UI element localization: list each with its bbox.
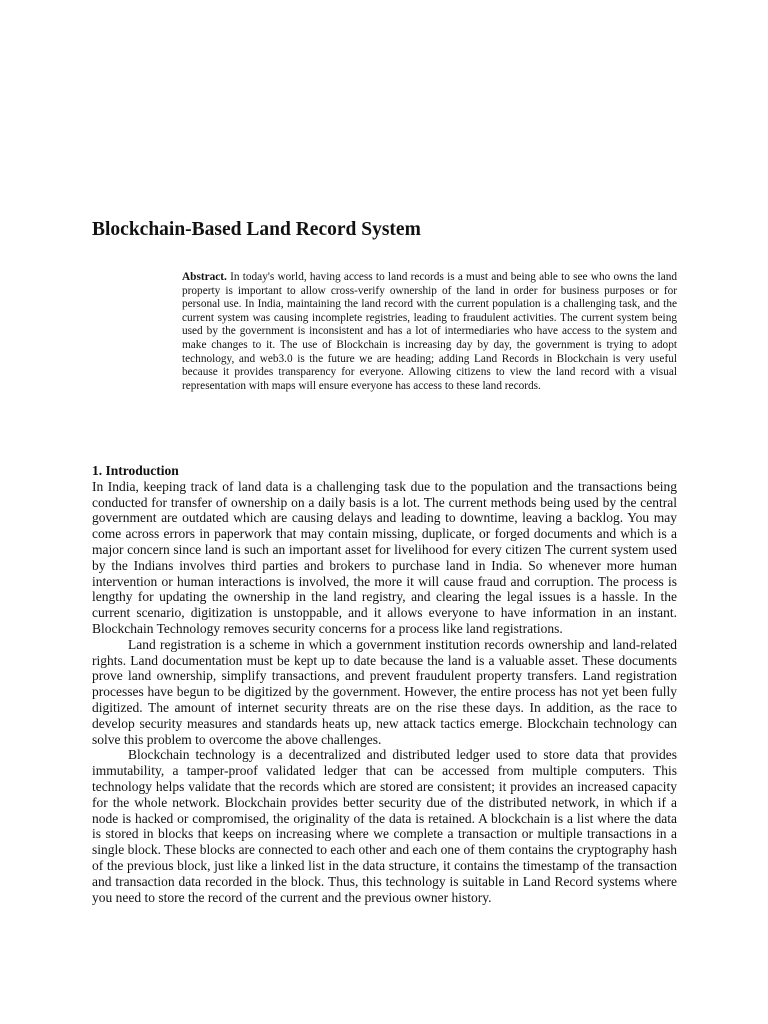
- paper-title: Blockchain-Based Land Record System: [92, 219, 421, 240]
- paragraph: Blockchain technology is a decentralized and distributed ledger used to store data that provides immutability, a tamper-proof validated ledger that can be accessed from multiple computers. This technology helps validate that the records which are stored are consistent; it provides an increased capacity for the whole network. Blockchain provides better security due of the distributed network, in which if a node is hacked or compromised, the originality of the data is retained. A blockchain is a list where the data is stored in blocks that keeps on increasing where we complete a transaction or multiple transactions in a single block. These blocks are connected to each other and each one of them contains the cryptography hash of the previous block, just like a linked list in the data structure, it contains the timestamp of the transaction and transaction data recorded in the block. Thus, this technology is suitable in Land Record systems where you need to store the record of the current and the previous owner history.: [92, 747, 677, 905]
- abstract-label: Abstract.: [182, 271, 227, 283]
- paragraph: In India, keeping track of land data is a challenging task due to the population and the transactions being conducted for transfer of ownership on a daily basis is a lot. The current methods being used by the central government are outdated which are causing delays and leading to downtime, leaving a backlog. You may come across errors in paperwork that may contain missing, duplicate, or forged documents and which is a major concern since land is such an important asset for livelihood for every citizen The current system used by the Indians involves third parties and brokers to purchase land in India. So whenever more human intervention or human interactions is involved, the more it will cause fraud and corruption. The process is lengthy for updating the ownership in the land registry, and clearing the legal issues is a hassle. In the current scenario, digitization is unstoppable, and it allows everyone to have information in an instant. Blockchain Technology removes security concerns for a process like land registrations.: [92, 478, 677, 636]
- paragraph: Land registration is a scheme in which a government institution records ownership and land-related rights. Land documentation must be kept up to date because the land is a valuable asset. These documents prove land ownership, simplify transactions, and prevent fraudulent property transfers. Land registration processes have begun to be digitized by the government. However, the entire process has not yet been fully digitized. The amount of internet security threats are on the rise these days. In addition, as the race to develop security measures and standards heats up, new attack tactics emerge. Blockchain technology can solve this problem to overcome the above challenges.: [92, 636, 677, 747]
- abstract: [182, 271, 677, 393]
- section-heading: 1. Introduction: [92, 463, 179, 478]
- abstract-text: In today's world, having access to land records is a must and being able to see who owns the land property is important to allow cross-verify ownership of the land in order for business purposes or for personal use. In India, maintaining the land record with the current population is a challenging task, and the current system was causing incomplete registries, leading to fraudulent activities. The current system being used by the government is inconsistent and has a lot of intermediaries who have access to the system and make changes to it. The use of Blockchain is increasing day by day, the government is trying to adopt technology, and web3.0 is the future we are heading; adding Land Records in Blockchain is very useful because it provides transparency for everyone. Allowing citizens to view the land record with a visual representation with maps will ensure everyone has access to these land records.: [182, 271, 678, 392]
- introduction-section: [92, 463, 677, 905]
